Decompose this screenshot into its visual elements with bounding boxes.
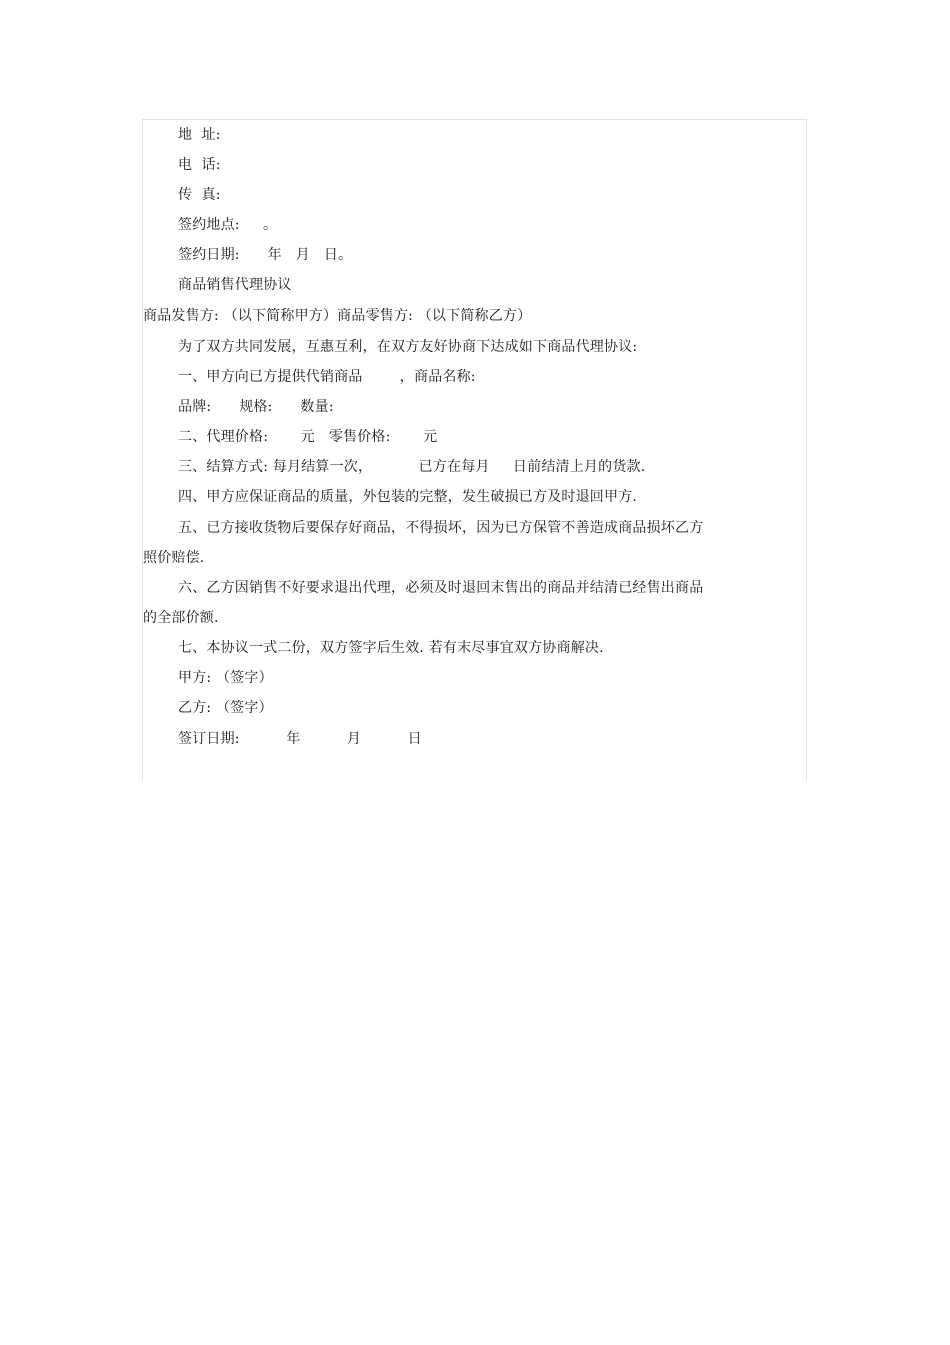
fax-line: 传 真:: [178, 187, 221, 203]
clause-6-continued: 的全部价额.: [143, 610, 219, 626]
clause-5-continued: 照价赔偿.: [143, 550, 205, 566]
party-a-signature: 甲方: （签字）: [178, 670, 273, 686]
clause-5: 五、已方接收货物后要保存好商品，不得损坏，因为已方保管不善造成商品损坏乙方: [178, 520, 704, 536]
sign-date-line: 签订日期: 年 月 日: [178, 731, 422, 747]
clause-4: 四、甲方应保证商品的质量，外包装的完整，发生破损已方及时退回甲方.: [178, 489, 638, 505]
address-line: 地 址:: [178, 127, 221, 143]
clause-1: 一、甲方向已方提供代销商品 ，商品名称:: [178, 369, 476, 385]
signing-date-line: 签约日期: 年 月 日。: [178, 247, 353, 263]
party-b-signature: 乙方: （签字）: [178, 700, 273, 716]
clause-6: 六、乙方因销售不好要求退出代理，必须及时退回末售出的商品并结清已经售出商品: [178, 580, 704, 596]
clause-3: 三、结算方式: 每月结算一次， 已方在每月 日前结清上月的货款.: [178, 459, 646, 475]
clause-2: 二、代理价格: 元 零售价格: 元: [178, 429, 438, 445]
signing-place-line: 签约地点: 。: [178, 217, 278, 233]
clause-7: 七、本协议一式二份，双方签字后生效. 若有末尽事宜双方协商解决.: [178, 640, 604, 656]
product-spec-line: 品牌: 规格: 数量:: [178, 399, 334, 415]
parties-line: 商品发售方: （以下简称甲方）商品零售方: （以下简称乙方）: [143, 308, 532, 324]
preamble-line: 为了双方共同发展，互惠互利，在双方友好协商下达成如下商品代理协议:: [178, 339, 638, 355]
phone-line: 电 话:: [178, 157, 221, 173]
agreement-title: 商品销售代理协议: [178, 277, 292, 293]
